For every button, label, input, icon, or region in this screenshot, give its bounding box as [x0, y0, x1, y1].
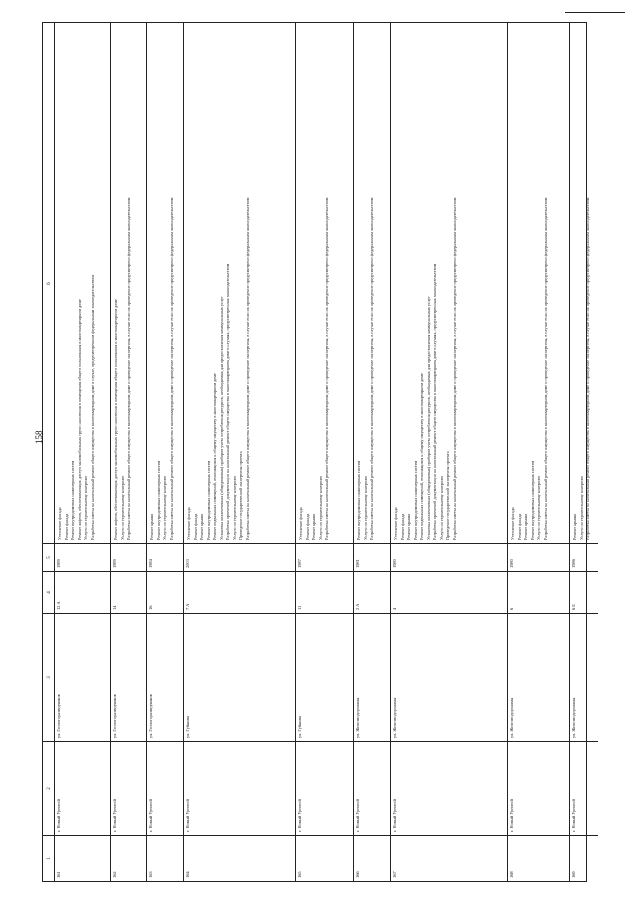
work-item: Ремонт лифтов, обеспечивающих доступ маломобильных групп населения в помещения общего пользования в многоквартирном доме [113, 299, 118, 540]
house-number: 6 [509, 607, 514, 610]
work-item: Разработка проектной документации на капитальный ремонт общего имущества в многоквартирном доме в случаях, предусмотренных законодательством [432, 263, 437, 540]
row-number: 168 [509, 871, 514, 878]
cell-divider [354, 741, 390, 742]
page-number: 158 [34, 430, 44, 444]
cell-divider [55, 835, 110, 836]
cell-divider [111, 741, 146, 742]
cell-divider [508, 543, 569, 544]
work-item: Ремонт подвальных помещений, относящихся к общему имуществу в многоквартирном доме [419, 373, 424, 540]
cell-divider [391, 613, 507, 614]
work-item: Ремонт внутридомовых инженерных систем [155, 460, 161, 540]
work-item: Разработка сметы на капитальный ремонт общего имущества в многоквартирном доме и проведение экспертизы, в случае если их проведение предусмотрено федеральным законодательством [542, 197, 548, 540]
column-number-4 [43, 571, 55, 613]
cell-divider [111, 543, 146, 544]
street-name: ул. Железнодорожная [392, 697, 397, 738]
cell-divider [184, 835, 295, 836]
work-item: Ремонт внутридомовых инженерных систем [356, 460, 361, 540]
street-name: ул. Губкина [185, 716, 190, 738]
cell-divider [391, 543, 507, 544]
house-number: 14 [112, 605, 117, 610]
work-item: Услуги по строительному контролю [578, 475, 584, 540]
build-year: 2003 [185, 559, 190, 568]
work-item: Ремонт крыши [523, 513, 528, 540]
work-item: Разработка сметы на капитальный ремонт общего имущества в многоквартирном доме и проведение экспертизы, в случае если их проведение предусмотрено федеральным законодательством [369, 197, 374, 540]
cell-divider [508, 835, 569, 836]
work-item: Установка коллективных (общедомовых) приборов учета потребления ресурсов, необходимых для предоставления коммунальных услуг [425, 296, 431, 540]
work-item: Ремонт внутридомовых инженерных систем [70, 460, 75, 540]
work-list [149, 198, 175, 540]
city-name: г. Новый Уренгой [297, 799, 302, 832]
work-item: Проведение государственной экспертизы проекта [238, 451, 243, 540]
build-year: 1984 [148, 559, 153, 568]
work-item: Разработка проектной документации на капитальный ремонт общего имущества в многоквартирном доме в случаях, предусмотренных законодательством [225, 263, 230, 540]
work-item: Разработка сметы на капитальный ремонт общего имущества в многоквартирном доме и проведение экспертизы, в случае если их проведение предусмотрено федеральным законодательством [451, 197, 457, 540]
work-item: Услуги по строительному контролю [162, 475, 167, 540]
table-row [147, 23, 184, 881]
work-item: Разработка сметы на капитальный ремонт общего имущества в многоквартирном доме и проведение экспертизы, в случае если их проведение предусмотрено федеральным законодательством [244, 197, 250, 540]
header-divider [43, 741, 55, 742]
cell-divider [55, 613, 110, 614]
build-year: 1986 [571, 559, 576, 568]
work-item: Ремонт внутридомовых инженерных систем [412, 460, 418, 540]
work-item: Установка коллективных (общедомовых) приборов учета потребления ресурсов, необходимых для предоставления коммунальных услуг [218, 296, 224, 540]
cell-divider [147, 543, 183, 544]
table-row [354, 23, 391, 881]
work-item: Ремонт фасада [304, 513, 310, 540]
work-list [298, 198, 331, 540]
column-number-1 [43, 835, 55, 881]
house-number: 7 А [185, 603, 190, 610]
work-item: Утепление фасада [57, 507, 62, 540]
work-item: Утепление фасада [186, 507, 191, 540]
work-item: Услуги по строительному контролю [362, 475, 368, 540]
cell-divider [354, 835, 390, 836]
column-number-label: 2 [46, 786, 52, 790]
row-number: 169 [571, 871, 576, 878]
work-item: Услуги по строительному контролю [536, 475, 541, 540]
cell-divider [184, 543, 295, 544]
cell-divider [508, 613, 569, 614]
column-number-label: 4 [46, 590, 52, 594]
street-name: ул. Геологоразведчиков [56, 694, 61, 738]
header-divider [43, 613, 55, 614]
street-name: ул. Железнодорожная [571, 697, 576, 738]
work-list [572, 198, 592, 540]
work-item: Услуги по строительному контролю [231, 475, 237, 540]
cell-divider [508, 571, 569, 572]
work-item: Ремонт лифтов, обеспечивающих доступ маломобильных групп населения в помещения общего пользования в многоквартирном доме [76, 299, 82, 540]
build-year: 1980 [509, 559, 514, 568]
header-divider [43, 571, 55, 572]
cell-divider [147, 741, 183, 742]
table-row [508, 23, 570, 881]
street-name: ул. Геологоразведчиков [112, 694, 117, 738]
cell-divider [147, 571, 183, 572]
work-item: Ремонт подвальных помещений, относящихся к общему имуществу в многоквартирном доме [212, 373, 217, 540]
work-item: Ремонт фасада [192, 513, 198, 540]
work-item: Проведение государственной экспертизы проекта [445, 451, 450, 540]
work-item: Разработка сметы на капитальный ремонт общего имущества в многоквартирном доме и проведение экспертизы, в случае если их проведение предусмотрено федеральным законодательством [585, 197, 590, 540]
house-number: 16 [148, 605, 153, 610]
cell-divider [570, 835, 598, 836]
city-name: г. Новый Уренгой [56, 799, 61, 832]
cell-divider [296, 543, 353, 544]
house-number: 11 [297, 605, 302, 610]
capital-repair-table [42, 22, 590, 882]
column-number-3 [43, 613, 55, 741]
build-year: 1989 [56, 559, 61, 568]
row-number: 167 [392, 871, 397, 878]
street-name: ул. Железнодорожная [355, 697, 360, 738]
street-name: ул. Геологоразведчиков [148, 694, 153, 738]
table-row [55, 23, 111, 881]
table-row [111, 23, 147, 881]
cell-divider [147, 835, 183, 836]
house-number: 2 А [355, 603, 360, 610]
column-number-5 [43, 543, 55, 571]
table-row [570, 23, 598, 881]
cell-divider [570, 741, 598, 742]
build-year: 1987 [297, 559, 302, 568]
header-divider [43, 835, 55, 836]
build-year: 1980 [392, 559, 397, 568]
work-item: Разработка сметы на капитальный ремонт общего имущества в многоквартирном доме и проведение экспертизы, в случае если их проведение предусмотрено федеральным законодательством [168, 197, 174, 540]
street-name: ул. Железнодорожная [509, 697, 514, 738]
row-number: 165 [297, 871, 302, 878]
column-number-header [43, 23, 55, 881]
work-item: Услуги по строительному контролю [83, 475, 88, 540]
cell-divider [354, 543, 390, 544]
work-item: Ремонт крыши [311, 513, 316, 540]
cell-divider [111, 571, 146, 572]
work-item: Ремонт внутридомовых инженерных систем [205, 460, 211, 540]
column-number-label: 1 [46, 856, 52, 860]
cell-divider [296, 571, 353, 572]
row-number: 164 [185, 871, 190, 878]
cell-divider [184, 571, 295, 572]
work-item: Утепление фасада [510, 507, 515, 540]
cell-divider [354, 613, 390, 614]
work-item: Ремонт крыши [149, 513, 154, 540]
house-number: 12 А [56, 601, 61, 610]
column-number-label: 5 [46, 555, 52, 559]
work-item: Услуги по строительному контролю [317, 475, 323, 540]
street-name: ул. Губкина [297, 716, 302, 738]
cell-divider [296, 741, 353, 742]
cell-divider [391, 571, 507, 572]
cell-divider [55, 571, 110, 572]
city-name: г. Новый Уренгой [509, 799, 514, 832]
work-item: Ремонт фасада [516, 513, 522, 540]
cell-divider [184, 741, 295, 742]
build-year: 1981 [355, 559, 360, 568]
city-name: г. Новый Уренгой [112, 799, 117, 832]
work-list [57, 275, 96, 540]
cell-divider [391, 741, 507, 742]
house-number: 4 [392, 607, 397, 610]
corner-rule [565, 12, 625, 13]
work-item: Ремонт крыши [406, 513, 411, 540]
cell-divider [570, 613, 598, 614]
house-number: 6 Б [571, 604, 576, 610]
work-list [393, 198, 458, 540]
work-item: Утепление фасада [298, 507, 303, 540]
header-divider [43, 543, 55, 544]
work-item: Ремонт фасада [399, 513, 405, 540]
cell-divider [391, 835, 507, 836]
city-name: г. Новый Уренгой [148, 799, 153, 832]
work-item: Услуги по строительному контролю [438, 475, 444, 540]
work-item: Ремонт внутридомовых инженерных систем [529, 460, 535, 540]
cell-divider [55, 543, 110, 544]
cell-divider [147, 613, 183, 614]
cell-divider [111, 613, 146, 614]
cell-divider [296, 835, 353, 836]
column-number-label: 3 [46, 675, 52, 679]
city-name: г. Новый Уренгой [571, 799, 576, 832]
cell-divider [184, 613, 295, 614]
cell-divider [111, 835, 146, 836]
work-item: Утепление фасада [393, 507, 398, 540]
cell-divider [296, 613, 353, 614]
work-item: Разработка сметы на капитальный ремонт общего имущества в многоквартирном доме и проведение экспертизы, в случае если их проведение предусмотрено федеральным законодательством [126, 197, 131, 540]
work-item: Услуги по строительному контролю [119, 475, 125, 540]
cell-divider [570, 571, 598, 572]
city-name: г. Новый Уренгой [392, 799, 397, 832]
cell-divider [354, 571, 390, 572]
work-item: Ремонт фасада [63, 513, 69, 540]
column-number-2 [43, 741, 55, 835]
work-list [356, 198, 376, 540]
row-number: 166 [355, 871, 360, 878]
table-row [184, 23, 296, 881]
work-list [186, 198, 251, 540]
build-year: 1989 [112, 559, 117, 568]
work-item: Разработка сметы на капитальный ремонт общего имущества в многоквартирном доме в случае, предусмотренном федеральным законодательством [89, 275, 95, 540]
table-row [391, 23, 508, 881]
work-item: Ремонт крыши [199, 513, 204, 540]
work-list [510, 198, 549, 540]
city-name: г. Новый Уренгой [185, 799, 190, 832]
row-number: 163 [148, 871, 153, 878]
cell-divider [55, 741, 110, 742]
cell-divider [508, 741, 569, 742]
row-number: 162 [112, 871, 117, 878]
work-list [113, 198, 133, 540]
cell-divider [570, 543, 598, 544]
work-item: Ремонт крыши [572, 513, 577, 540]
table-row [296, 23, 354, 881]
column-number-6 [43, 23, 55, 543]
city-name: г. Новый Уренгой [355, 799, 360, 832]
column-number-label: 6 [46, 281, 52, 285]
row-number: 161 [56, 871, 61, 878]
work-item: Разработка сметы на капитальный ремонт общего имущества в многоквартирном доме и проведение экспертизы, в случае если их проведение предусмотрено федеральным законодательством [324, 197, 329, 540]
